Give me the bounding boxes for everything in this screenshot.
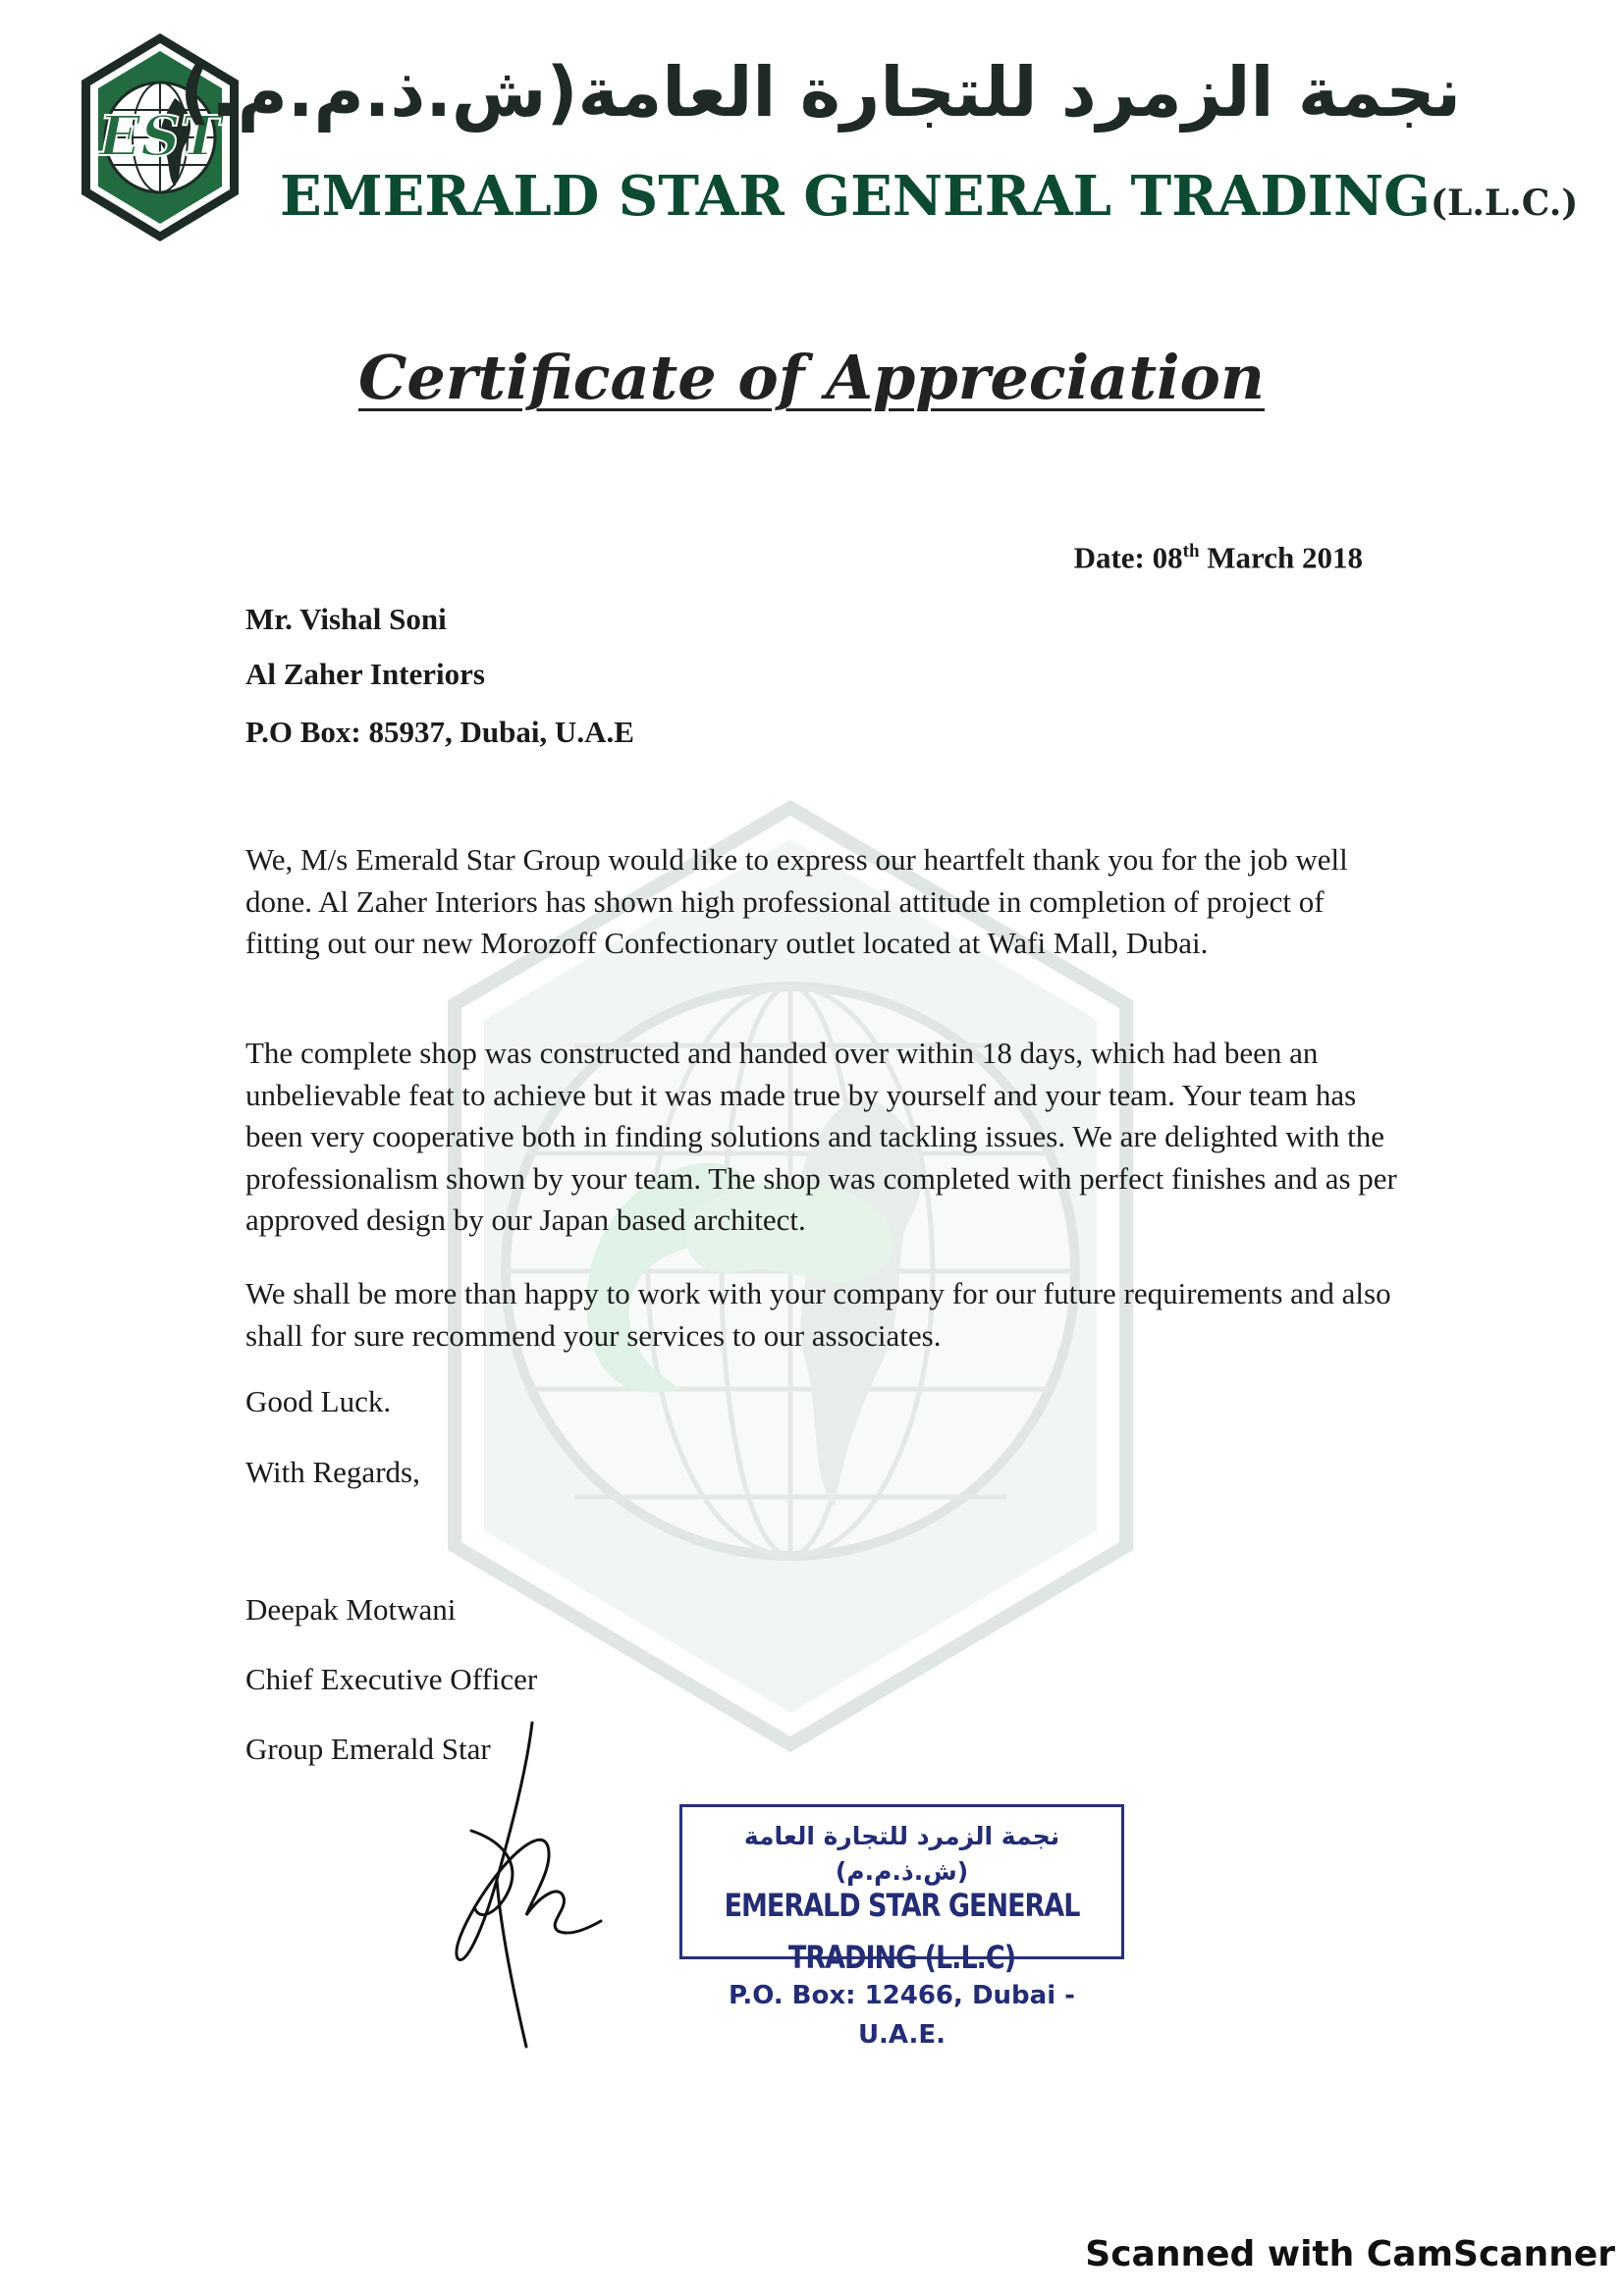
scanner-watermark: Scanned with CamScanner	[1085, 2234, 1615, 2274]
english-company-suffix: (L.L.C.)	[1430, 183, 1579, 224]
date-rest: March 2018	[1199, 540, 1363, 575]
recipient-address: P.O Box: 85937, Dubai, U.A.E	[245, 715, 634, 749]
body-paragraph-3: We shall be more than happy to work with your company for our future requirements and also shall for sure recommend your services to our associates.	[245, 1276, 1391, 1353]
svg-text:EST: EST	[98, 104, 222, 169]
body-paragraph-1: We, M/s Emerald Star Group would like to express our heartfelt thank you for the job well done. Al Zaher Interiors has shown high professional attitude in completion of project of fitting out our new Morozoff Confectionary outlet located at Wafi Mall, Dubai.	[245, 842, 1348, 960]
recipient-company: Al Zaher Interiors	[245, 657, 485, 691]
body-paragraph-2: The complete shop was constructed and handed over within 18 days, which had been an unbelievable feat to achieve but it was made true by yourself and your team. Your team has been very cooperative both in finding solutions and tackling issues. We are delighted with the professionalism shown by your team. The shop was completed with perfect finishes and as per approved design by our Japan based architect.	[245, 1036, 1397, 1237]
arabic-company-name: نجمة الزمرد للتجارة العامة(ش.ذ.م.م.)	[180, 52, 1461, 133]
company-stamp	[679, 1804, 1124, 2050]
stamp-arabic-text: نجمة الزمرد للتجارة العامة (ش.ذ.م.م)	[743, 1822, 1060, 1886]
signatory-company: Group Emerald Star	[245, 1732, 491, 1766]
closing-regards: With Regards,	[245, 1455, 420, 1489]
english-company-name	[280, 157, 1578, 242]
stamp-english-text: EMERALD STAR GENERAL TRADING (L.L.C)	[724, 1888, 1080, 1977]
closing-good-luck: Good Luck.	[245, 1384, 392, 1418]
signatory-title: Chief Executive Officer	[245, 1662, 538, 1696]
date-label: Date: 08	[1073, 540, 1183, 575]
stamp-address-text: P.O. Box: 12466, Dubai - U.A.E.	[729, 1981, 1075, 2050]
recipient-name: Mr. Vishal Soni	[245, 602, 447, 636]
english-company-name-text: EMERALD STAR GENERAL TRADING	[280, 164, 1431, 229]
certificate-title-text: Certificate of Appreciation	[358, 342, 1265, 413]
date-ordinal-suffix: th	[1182, 541, 1200, 561]
letter-date	[1074, 530, 1363, 579]
handwritten-signature	[432, 1713, 609, 2056]
signatory-name: Deepak Motwani	[245, 1592, 457, 1627]
certificate-title	[0, 339, 1623, 417]
